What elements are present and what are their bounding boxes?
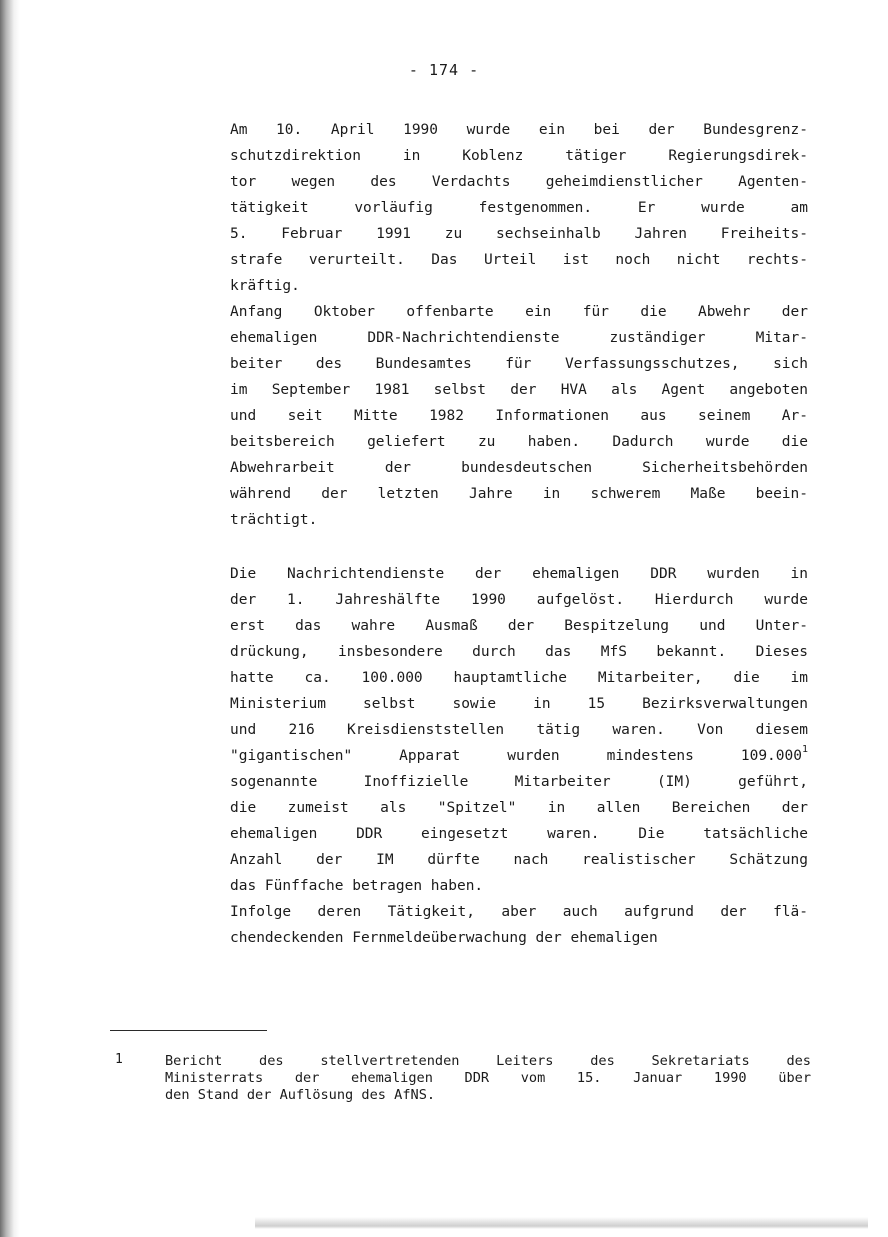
page-number: - 174 -	[408, 61, 480, 79]
paragraph-3-line-text: "gigantischen" Apparat wurden mindestens 109.000	[230, 748, 802, 764]
paragraph-2-line: beitsbereich geliefert zu haben. Dadurch wurde die	[230, 434, 808, 450]
paragraph-3-line: Die Nachrichtendienste der ehemaligen DDR wurden in	[230, 566, 808, 582]
paragraph-1-line: 5. Februar 1991 zu sechseinhalb Jahren Freiheits-	[230, 226, 808, 242]
paragraph-2-line: beiter des Bundesamtes für Verfassungsschutzes, sich	[230, 356, 808, 372]
body-text	[230, 117, 808, 951]
paragraph-1-line: Am 10. April 1990 wurde ein bei der Bundesgrenz-	[230, 122, 808, 138]
scan-shadow-bottom	[255, 1217, 868, 1229]
paragraph-2-line: ehemaligen DDR-Nachrichtendienste zuständiger Mitar-	[230, 330, 808, 346]
paragraph-1-line: strafe verurteilt. Das Urteil ist noch nicht rechts-	[230, 252, 808, 268]
paragraph-4-line: Infolge deren Tätigkeit, aber auch aufgrund der flä-	[230, 904, 808, 920]
paragraph-2-line: trächtigt.	[230, 512, 318, 528]
paragraph-3-line: Anzahl der IM dürfte nach realistischer Schätzung	[230, 852, 808, 868]
paragraph-3-line: hatte ca. 100.000 hauptamtliche Mitarbeiter, die im	[230, 670, 808, 686]
paragraph-2-line: und seit Mitte 1982 Informationen aus seinem Ar-	[230, 408, 808, 424]
paragraph-3-line: ehemaligen DDR eingesetzt waren. Die tatsächliche	[230, 826, 808, 842]
paragraph-3-line: erst das wahre Ausmaß der Bespitzelung und Unter-	[230, 618, 808, 634]
paragraph-2-line: im September 1981 selbst der HVA als Agent angeboten	[230, 382, 808, 398]
paragraph-3-line: der 1. Jahreshälfte 1990 aufgelöst. Hierdurch wurde	[230, 592, 808, 608]
paragraph-1-line: tätigkeit vorläufig festgenommen. Er wurde am	[230, 200, 808, 216]
paragraph-2-line: Anfang Oktober offenbarte ein für die Abwehr der	[230, 304, 808, 320]
footnote-line: Bericht des stellvertretenden Leiters des Sekretariats des	[165, 1053, 811, 1069]
footnote-separator	[110, 1030, 267, 1031]
paragraph-1-line: schutzdirektion in Koblenz tätiger Regierungsdirek-	[230, 148, 808, 164]
paragraph-2-line: Abwehrarbeit der bundesdeutschen Sicherheitsbehörden	[230, 460, 808, 476]
paragraph-3-line: die zumeist als "Spitzel" in allen Bereichen der	[230, 800, 808, 816]
footnote-number: 1	[115, 1052, 123, 1067]
paragraph-1-line: kräftig.	[230, 278, 300, 294]
scan-shadow-left	[0, 0, 20, 1237]
paragraph-2-line: während der letzten Jahre in schwerem Maße beein-	[230, 486, 808, 502]
paragraph-3-line-with-footnote-ref	[230, 743, 808, 769]
paragraph-3-line: drückung, insbesondere durch das MfS bekannt. Dieses	[230, 644, 808, 660]
footnote-line: den Stand der Auflösung des AfNS.	[165, 1087, 436, 1103]
paragraph-3-line: und 216 Kreisdienststellen tätig waren. Von diesem	[230, 722, 808, 738]
footnote-text	[165, 1053, 811, 1104]
paragraph-gap	[230, 533, 808, 561]
paragraph-1-line: tor wegen des Verdachts geheimdienstlicher Agenten-	[230, 174, 808, 190]
paragraph-3-line: sogenannte Inoffizielle Mitarbeiter (IM) geführt,	[230, 774, 808, 790]
paragraph-3-line: das Fünffache betragen haben.	[230, 878, 484, 894]
footnote-line: Ministerrats der ehemaligen DDR vom 15. Januar 1990 über	[165, 1070, 811, 1086]
paragraph-4-line: chendeckenden Fernmeldeüberwachung der ehemaligen	[230, 930, 658, 946]
paragraph-3-line: Ministerium selbst sowie in 15 Bezirksverwaltungen	[230, 696, 808, 712]
footnote-reference: 1	[801, 744, 808, 755]
